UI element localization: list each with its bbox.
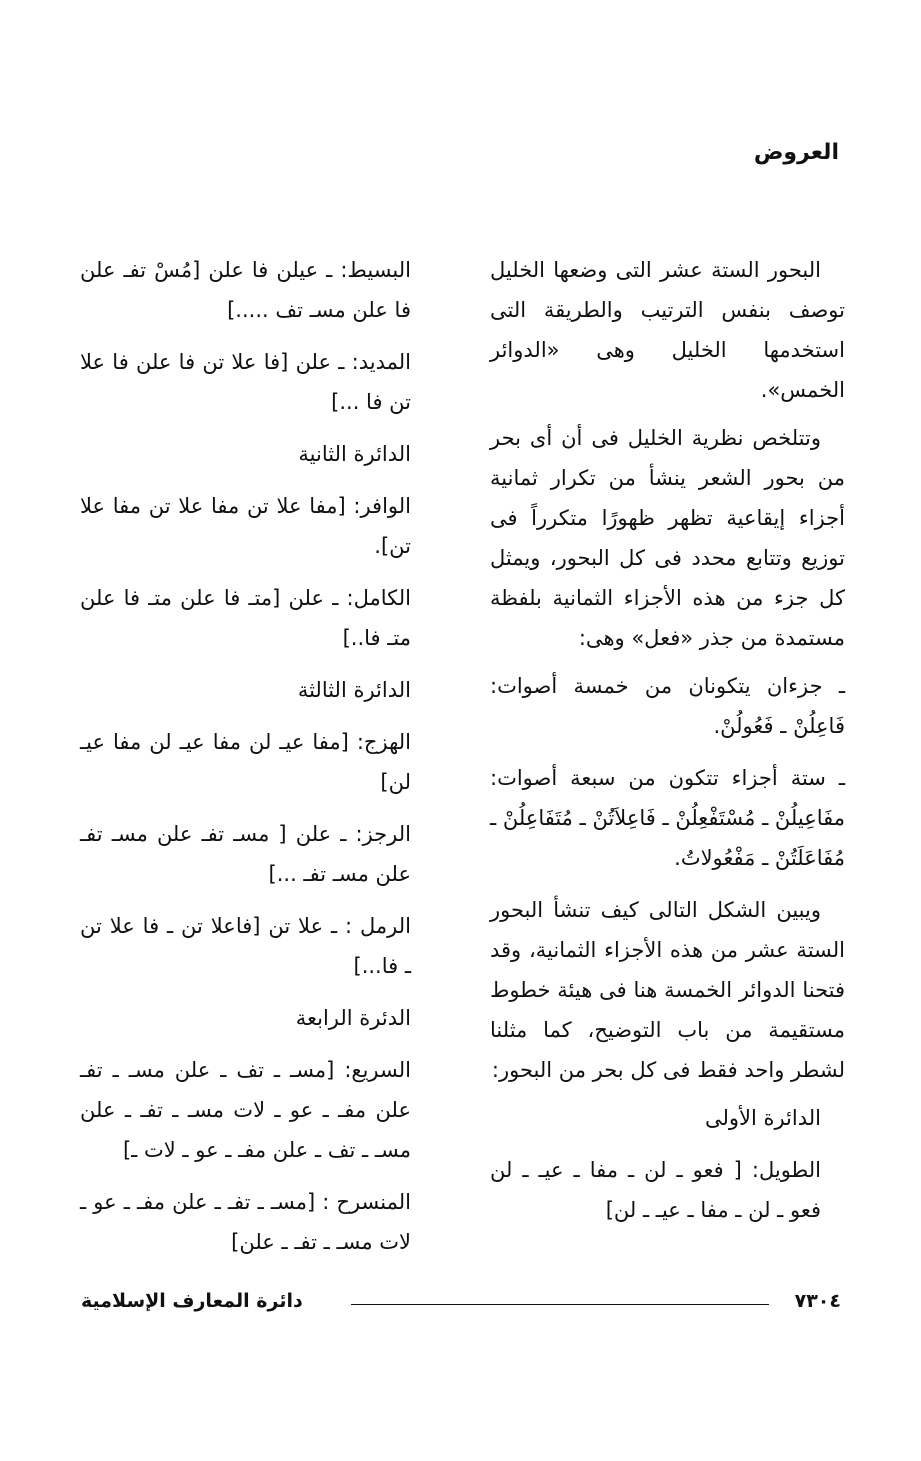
meter-munsarih: المنسرح : [مسـ ـ تفـ ـ علن مفـ ـ عو ـ لات مسـ ـ تفـ ـ علن] [80, 1190, 411, 1254]
running-header: العروض [753, 140, 839, 165]
meter-basit: البسيط: ـ عيلن فا علن [مُسْ تفـ علن فا علن مسـ تف .....] [80, 258, 411, 322]
left-column [80, 250, 435, 1274]
publication-title: دائرة المعارف الإسلامية [81, 1290, 303, 1312]
footer-rule [351, 1304, 769, 1305]
meter-tawil: الطويل: [ فعو ـ لن ـ مفا ـ عيـ ـ لن فعو ـ لن ـ مفا ـ عيـ ـ لن] [490, 1158, 821, 1222]
meter-rajaz: الرجز: ـ علن [ مسـ تفـ علن مسـ تفـ علن مسـ تفـ ...] [80, 822, 411, 886]
meter-kamil: الكامل: ـ علن [متـ فا علن متـ فا علن متـ فا..] [80, 586, 411, 650]
meter-wafir: الوافر: [مفا علا تن مفا علا تن مفا علا تن]. [80, 494, 411, 558]
meter-sari: السريع: [مسـ ـ تف ـ علن مسـ ـ تفـ علن مفـ ـ عو ـ لات مسـ ـ تفـ ـ علن مسـ ـ تف ـ علن مفـ ـ عو ـ لات ـ] [80, 1058, 411, 1162]
meter-hazaj: الهزج: [مفا عيـ لن مفا عيـ لن مفا عيـ لن] [80, 730, 411, 794]
right-column [490, 250, 845, 1242]
figure-explanation-paragraph: ويبين الشكل التالى كيف تنشأ البحور الستة عشر من هذه الأجزاء الثمانية، وقد فتحنا الدوائر الخمسة هنا فى هيئة خطوط مستقيمة من باب التوضيح، كما مثلنا لشطر واحد فقط فى كل بحر من البحور: [490, 898, 845, 1082]
circle-two-heading: الدائرة الثانية [298, 442, 411, 466]
circle-four-heading: الدئرة الرابعة [295, 1006, 411, 1030]
meter-madid: المديد: ـ علن [فا علا تن فا علن فا علا تن فا ...] [80, 350, 411, 414]
five-sound-parts-item: ـ جزءان يتكونان من خمسة أصوات: فَاعِلُنْ ـ فَعُولُنْ. [490, 674, 845, 738]
theory-paragraph: وتتلخص نظرية الخليل فى أن أى بحر من بحور الشعر ينشأ من تكرار ثمانية أجزاء إيقاعية تظهر ظهورًا متكرراً فى توزيع وتتابع محدد فى كل البحور، ويمثل كل جزء من هذه الأجزاء الثمانية بلفظة مستمدة من جذر «فعل» وهى: [490, 426, 845, 650]
seven-sound-parts-item: ـ ستة أجزاء تتكون من سبعة أصوات: مفَاعِيلُنْ ـ مُسْتَفْعِلُنْ ـ فَاعِلاَتُنْ ـ مُتَفَاعِلُنْ ـ مُفَاعَلَتُنْ ـ مَفْعُولاتُ. [490, 766, 845, 870]
meter-ramal: الرمل : ـ علا تن [فاعلا تن ـ فا علا تن ـ فا...] [80, 914, 411, 978]
circle-three-heading: الدائرة الثالثة [297, 678, 411, 702]
intro-paragraph: البحور الستة عشر التى وضعها الخليل توصف بنفس الترتيب والطريقة التى استخدمها الخليل وهى «الدوائر الخمس». [490, 258, 845, 402]
page-footer [81, 1290, 841, 1320]
page-number: ٧٣٠٤ [794, 1290, 841, 1312]
circle-one-heading: الدائرة الأولى [704, 1106, 821, 1130]
